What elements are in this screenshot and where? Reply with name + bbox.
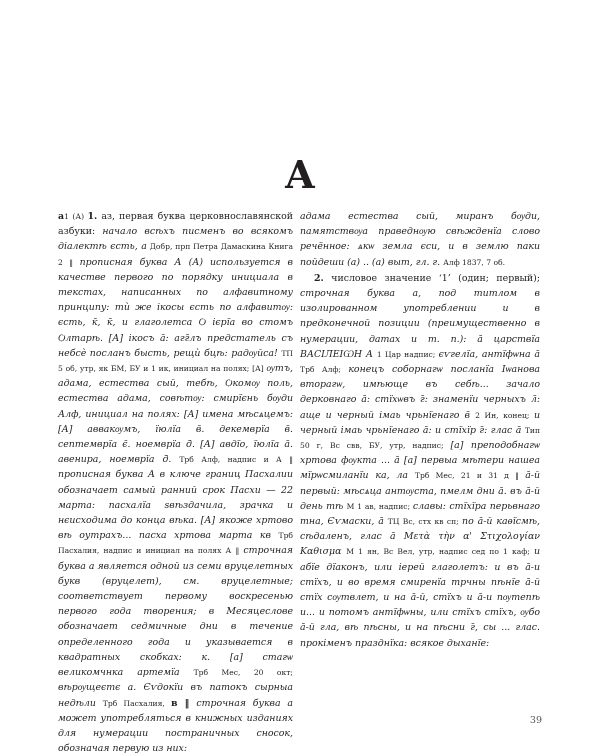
source-reference: М 1 ян, Вс Вел, утр, надпис сед по 1 каф; bbox=[346, 547, 534, 557]
citation-slavonic: по а̄-й каѳїсмѣ, сѣдаленъ, глас а̄ Μετὰ τὴν α' Στιχολογίαν Καθισμα bbox=[300, 516, 540, 558]
citation-slavonic: имена мѣсѧцемъ: [А] аввакѹмъ, їюлїа в̄. декемврїа в̄. септемврїа є̄. ноемврїа д̄. [А] авдїо, їюлїа а̄. авенира, ноемврїа д̄. bbox=[58, 408, 293, 466]
citation-slavonic: а̄-й первый: мѣсѧца антѹста, пмелм дни а̄. въ а̄-й день тѣ bbox=[300, 470, 540, 512]
headword-variant: 1 (А) bbox=[64, 212, 88, 221]
source-reference: ТЦ Вс, стх кв сп; bbox=[387, 517, 463, 527]
sense-number-2: 2. bbox=[314, 272, 324, 284]
citation-slavonic: вѣрѹщеєтє а. Єѵдокїи въ патокъ сырныа недѣли bbox=[58, 682, 293, 709]
source-reference: 1 Цар надпис; bbox=[376, 349, 439, 359]
citation-slavonic: начало всѣхъ писменъ во всякомъ діалектѣ єсть, а bbox=[58, 226, 293, 253]
citation-slavonic: єѵгелїа, антїфѡна а̄ bbox=[438, 348, 541, 360]
source-reference: Трб Мес, 20 окт; bbox=[193, 668, 293, 678]
citation-slavonic: адама естества сый, миранъ бѹди, памятствѹа праведнѹю свѣжденїа слово речённое: ѧкѡ земла єси, и в землю паки пойдеши (а) .. (а) выт, гл. г. bbox=[300, 211, 540, 268]
source-reference: Алф 1837, 7 об. bbox=[443, 257, 506, 267]
citation-slavonic: [а] преподобнагѡ хртова фѹкта ... bbox=[300, 440, 540, 467]
sense-letter: в ‖ bbox=[171, 697, 197, 709]
citation-slavonic: пасхалїа ѕвѣздачила, зрачка и нєисходима до конца вѣка. [А] якоже хртово вѣ оутрахъ... пасха хртова марта кв bbox=[58, 499, 293, 542]
citation-slavonic: конецъ соборнагѡ посланїа Іѡанова вторагѡ, имѣюще въ себѣ... зачало дерковнаго а̄: стїхѡвъ г̄: знаменїи черныхъ л̄: аще и черный імаь чрьнїенаго в̄ bbox=[300, 364, 540, 421]
source-reference: Добр, прп Петра Дамаскина Книга 2 ‖ bbox=[58, 242, 293, 267]
definition-text: строчная буква а является одной из семи вруцелетных букв (вруцелет), см. вруцелетные; соответствует первому воскресенью первого года творения; в Месяцеслове обозначает седмичные дни в течение определенного года и указывается в квадратных скобках: bbox=[58, 545, 293, 663]
citation-slavonic: к. [а] стагѡ великомчнка артемїа bbox=[58, 651, 293, 679]
definition-text: аз, первая буква церковнославянской азбуки: bbox=[58, 211, 294, 238]
entry-paragraph-1 bbox=[58, 209, 293, 756]
source-reference: ТП 5 об, утр, як БМ, БУ и 1 ик, инициал на полях; [А] bbox=[58, 348, 293, 374]
right-column bbox=[300, 209, 540, 651]
source-reference: Трб Пасхалия, bbox=[102, 698, 172, 708]
headword: а bbox=[58, 211, 65, 222]
citation-slavonic: и черный імаь чрьнїенаго а̄: и стїхїр г̄: глас а̄ bbox=[300, 409, 540, 436]
source-reference: Трб Алф; bbox=[300, 365, 349, 375]
definition-text: строчная буква а, под титлом в изолированном употреблении и в предконечной позиции (преимущественно в нумерации, датах и т. п.): bbox=[300, 288, 540, 345]
left-column bbox=[58, 209, 293, 756]
citation-slavonic: славы: стїхїра перьвнаго тна, Єѵмаски, а̄ bbox=[300, 500, 540, 528]
source-reference: М 1 ав, надпис; bbox=[346, 501, 413, 511]
definition-text: числовое значение ‘1’ (один; первый); bbox=[323, 272, 540, 284]
definition-text: прописная буква А в ключе границ Пасхалии обозначает самый ранний срок Пасхи — 22 марта: bbox=[58, 469, 293, 511]
source-reference: 2 Ин, конец; bbox=[475, 410, 534, 420]
entry-paragraph-1-cont bbox=[300, 209, 540, 270]
page-letter-heading: А bbox=[284, 152, 316, 197]
source-reference: Трб Мес, 21 и 31 д ‖ bbox=[414, 471, 526, 481]
source-reference: Тип 50 г, Вс свв, БУ, утр, надпис; bbox=[300, 425, 540, 451]
citation-slavonic: а̄ [а] первыа мѣтери нашеа мїрѡсмиланїи ка, ла bbox=[300, 455, 540, 482]
citation-slavonic: тѝ же ікосы єсть по алфавитѹ: єсть, к̄, к̄, и глаголетса Ѻ ієрїа во стомъ Ѻлтарѣ. [А] ікосъ а̄: агг̃лъ предстатель съ небсѐ посланъ бысть, рещѝ бцѣ: радѹйса! bbox=[58, 302, 293, 359]
citation-slavonic: ѹтъ, адама, естества сый, тебѣ, Ѻкомѹ поль, естества адама, совѣтѹ: смирїєнь бѹди Алф, инициал на полях: [А] bbox=[58, 363, 293, 420]
citation-slavonic: и абїе дїаконъ, или іерей глаголетъ: и въ а̄-и стїхъ, и во время смиренїа трчны пѣнїе а̄-й стїх сѹтвлет, и на а̄-й, стїхъ и а̄-и пѹтепѣ и... и потомъ антїфѡны, или стїхъ стїхъ, ѹбо а̄-й гла, вѣ пѣсны, и на пѣсни г̄, сы ... глас. прокіменъ празднїка: всякое дыханїе: bbox=[300, 546, 540, 649]
definition-text: строчная буква а может употребляться в книжных изданиях для нумерации постраничных сносок, обозначая первую из них: bbox=[58, 697, 293, 755]
definition-text: прописная буква А (А) используется в качестве первого по порядку инициала в текстах, написанных по алфавитному принципу: bbox=[58, 256, 293, 314]
source-reference: Трб Алф, надпис и А ‖ bbox=[179, 455, 293, 465]
source-reference: Трб Пасхалия, надпис и инициал на полях А ‖ bbox=[58, 531, 293, 556]
entry-paragraph-2 bbox=[300, 271, 540, 651]
citation-slavonic: а̄ царствїа ВАСІЛЕІѠН А bbox=[300, 333, 540, 360]
sense-number-1: 1. bbox=[87, 211, 98, 222]
page-number: 39 bbox=[529, 715, 542, 726]
